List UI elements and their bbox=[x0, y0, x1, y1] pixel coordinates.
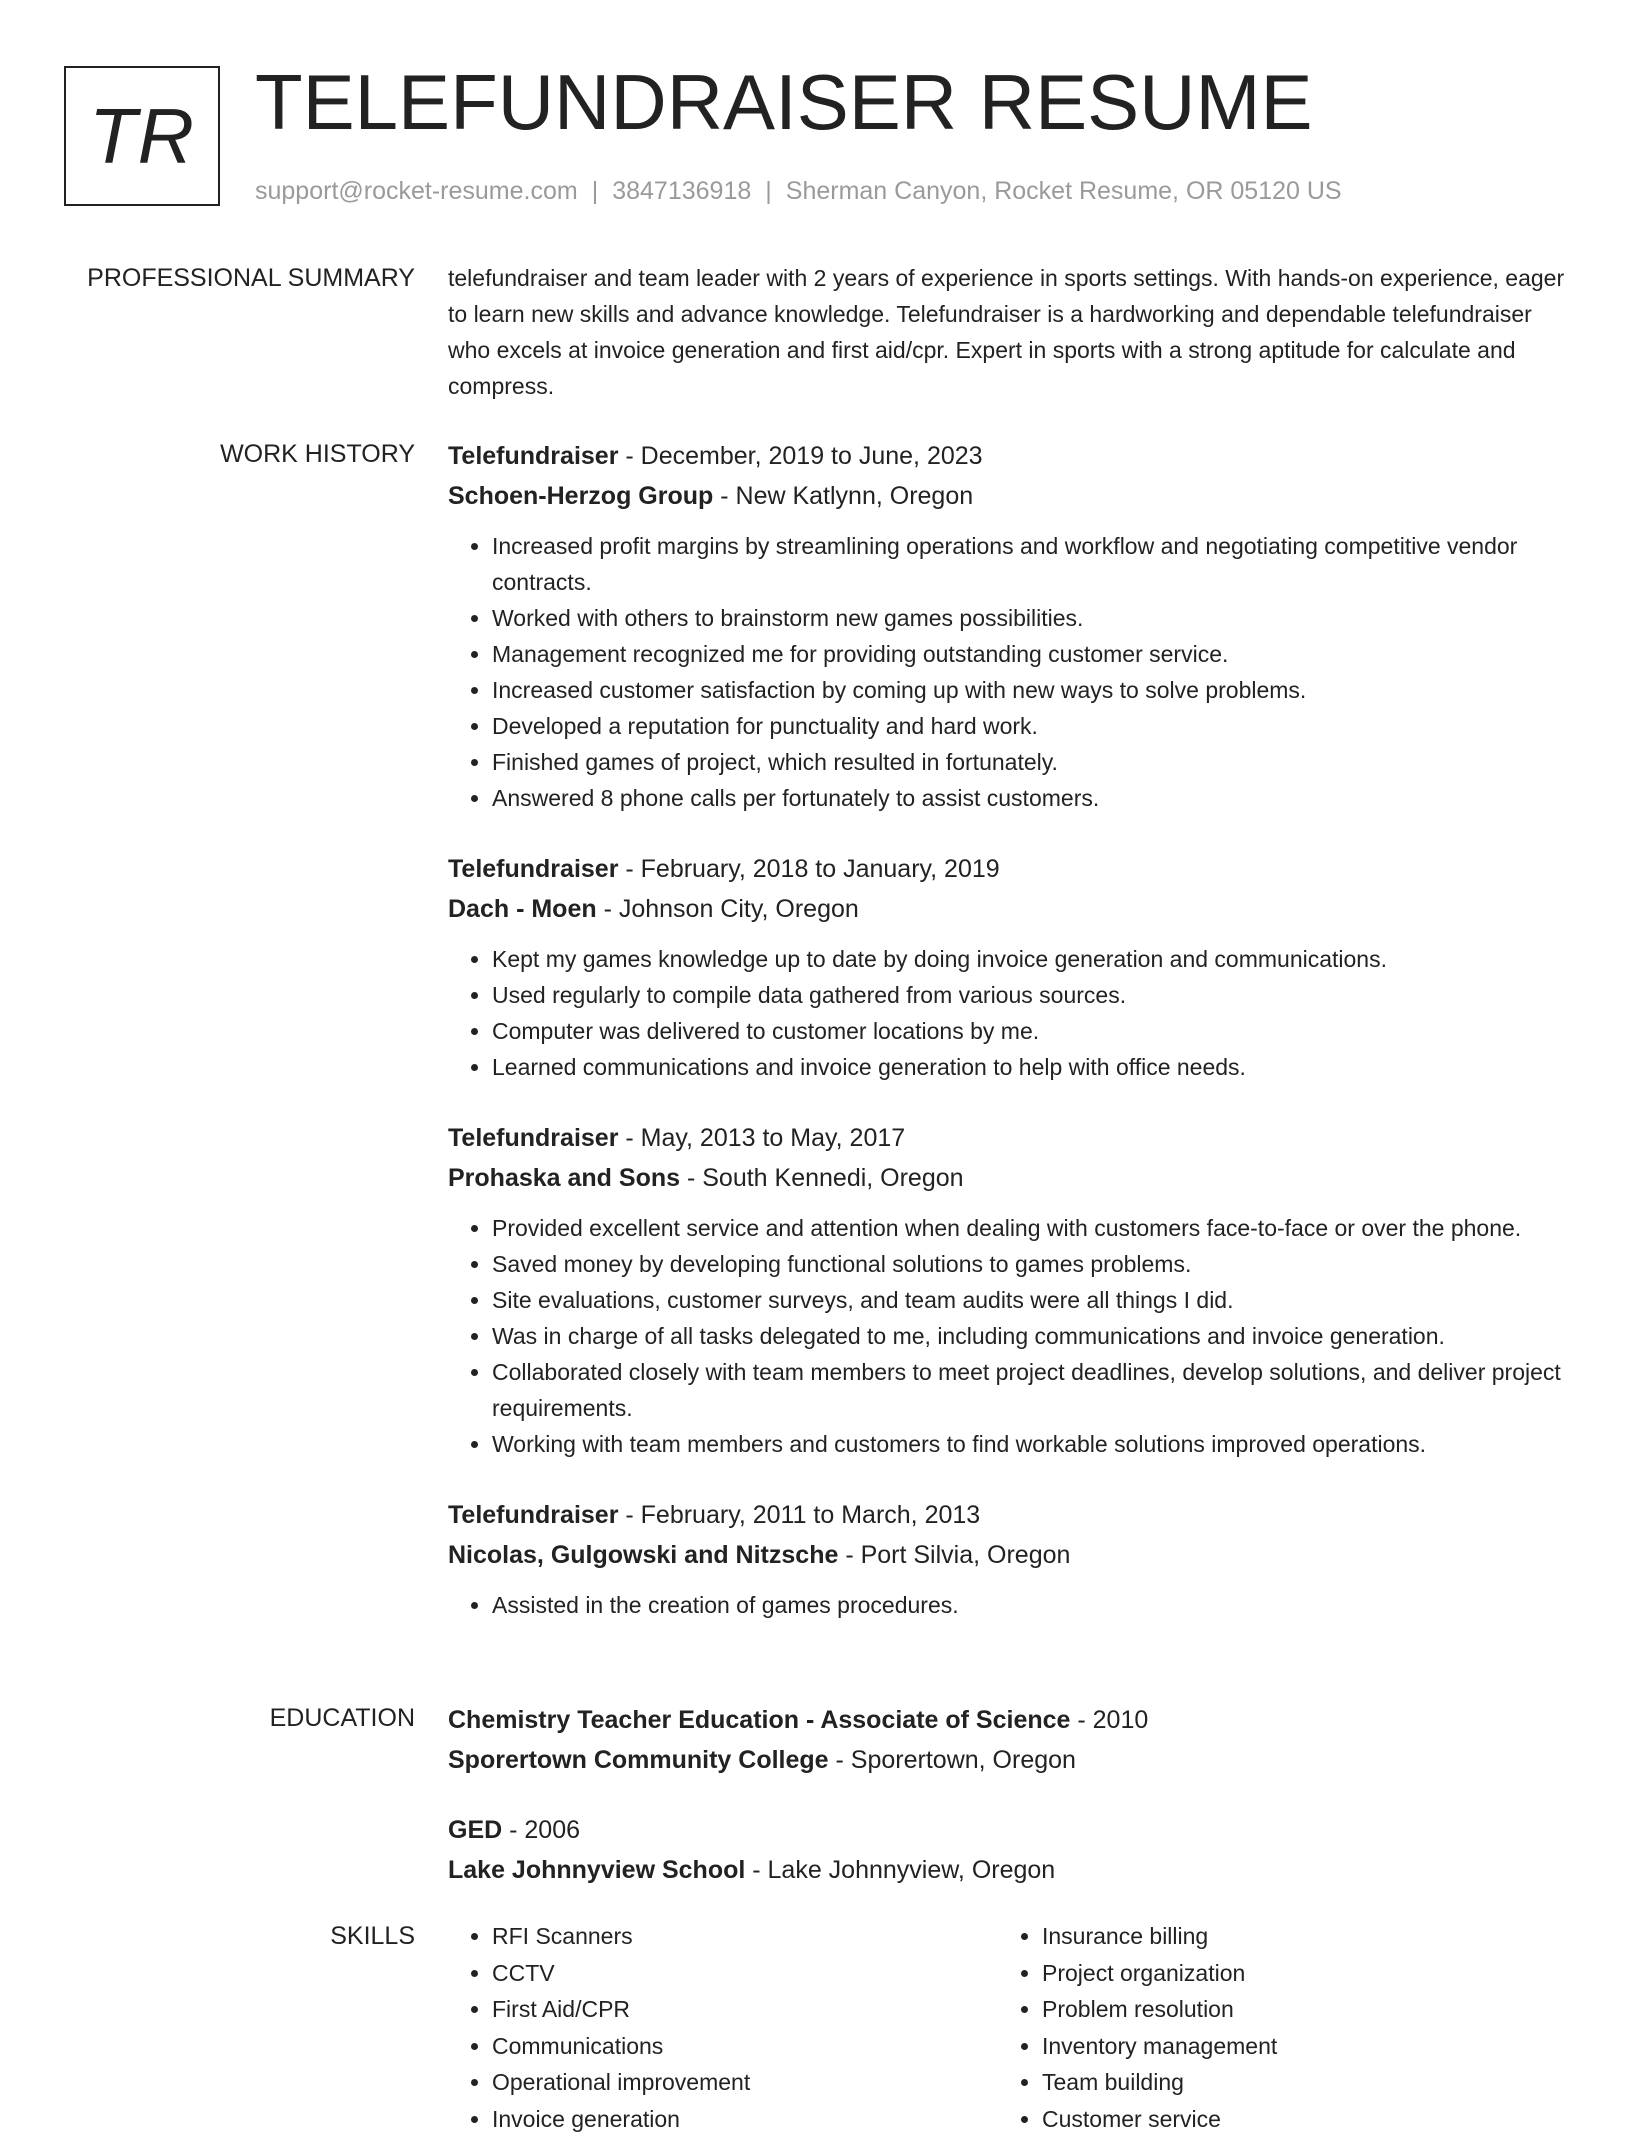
education-entry bbox=[448, 1810, 1568, 1890]
contact-address: Sherman Canyon, Rocket Resume, OR 05120 US bbox=[786, 177, 1342, 205]
job-dates: - December, 2019 to June, 2023 bbox=[618, 442, 982, 470]
skills-column-right bbox=[998, 1918, 1548, 2137]
job-company-line bbox=[448, 476, 1568, 516]
job-bullets bbox=[448, 1587, 1568, 1623]
job-title-line bbox=[448, 1118, 1568, 1158]
job-bullet: • Developed a reputation for punctuality and hard work. bbox=[492, 708, 1568, 744]
job-location: - South Kennedi, Oregon bbox=[680, 1164, 964, 1192]
job-bullet: • Assisted in the creation of games procedures. bbox=[492, 1587, 1568, 1623]
job-bullets bbox=[448, 528, 1568, 816]
job-company: Nicolas, Gulgowski and Nitzsche bbox=[448, 1541, 838, 1569]
job-dates: - February, 2011 to March, 2013 bbox=[618, 1501, 980, 1529]
job-bullet: • Site evaluations, customer surveys, and team audits were all things I did. bbox=[492, 1282, 1568, 1318]
skill-item: • Problem resolution bbox=[1042, 1991, 1548, 2028]
education-degree: GED bbox=[448, 1816, 502, 1844]
job-bullet: • Finished games of project, which resulted in fortunately. bbox=[492, 744, 1568, 780]
job-bullet: • Used regularly to compile data gathered from various sources. bbox=[492, 977, 1568, 1013]
education-school: Sporertown Community College bbox=[448, 1746, 829, 1774]
job-title: Telefundraiser bbox=[448, 1124, 618, 1152]
contact-line bbox=[255, 174, 1342, 208]
monogram-box bbox=[64, 66, 220, 206]
job-entry bbox=[448, 1118, 1568, 1462]
job-entry bbox=[448, 849, 1568, 1085]
work-history-heading: WORK HISTORY bbox=[220, 436, 415, 472]
job-title-line bbox=[448, 1495, 1568, 1535]
job-location: - New Katlynn, Oregon bbox=[713, 482, 973, 510]
education-degree-line bbox=[448, 1700, 1568, 1740]
skill-item: • Operational improvement bbox=[492, 2064, 998, 2101]
job-location: - Johnson City, Oregon bbox=[597, 895, 859, 923]
job-entry bbox=[448, 436, 1568, 816]
job-company-line bbox=[448, 1535, 1568, 1575]
skill-item: • Insurance billing bbox=[1042, 1918, 1548, 1955]
contact-email: support@rocket-resume.com bbox=[255, 177, 578, 205]
job-company: Schoen-Herzog Group bbox=[448, 482, 713, 510]
education-year: - 2006 bbox=[502, 1816, 580, 1844]
education-degree: Chemistry Teacher Education - Associate of Science bbox=[448, 1706, 1070, 1734]
skill-item: • Inventory management bbox=[1042, 2028, 1548, 2065]
job-bullet: • Answered 8 phone calls per fortunately to assist customers. bbox=[492, 780, 1568, 816]
contact-separator: | bbox=[751, 177, 786, 205]
job-bullet: • Learned communications and invoice generation to help with office needs. bbox=[492, 1049, 1568, 1085]
job-title: Telefundraiser bbox=[448, 1501, 618, 1529]
job-bullet: • Saved money by developing functional solutions to games problems. bbox=[492, 1246, 1568, 1282]
skill-item: • First Aid/CPR bbox=[492, 1991, 998, 2028]
education-location: - Lake Johnnyview, Oregon bbox=[745, 1856, 1055, 1884]
education-list bbox=[448, 1700, 1568, 1920]
job-company-line bbox=[448, 889, 1568, 929]
education-year: - 2010 bbox=[1070, 1706, 1148, 1734]
skill-item: • Communications bbox=[492, 2028, 998, 2065]
job-bullet: • Collaborated closely with team members to meet project deadlines, develop solutions, and deliver project requirements. bbox=[492, 1354, 1568, 1426]
job-bullet: • Increased profit margins by streamlining operations and workflow and negotiating competitive vendor contracts. bbox=[492, 528, 1568, 600]
job-bullet: • Worked with others to brainstorm new games possibilities. bbox=[492, 600, 1568, 636]
job-bullet: • Increased customer satisfaction by coming up with new ways to solve problems. bbox=[492, 672, 1568, 708]
job-bullet: • Computer was delivered to customer locations by me. bbox=[492, 1013, 1568, 1049]
job-title-line bbox=[448, 436, 1568, 476]
summary-text: telefundraiser and team leader with 2 years of experience in sports settings. With hands-on experience, eager to learn new skills and advance knowledge. Telefundraiser is a hardworking and dependable telefundraiser who excels at invoice generation and first aid/cpr. Expert in sports with a strong aptitude for calculate and compress. bbox=[448, 260, 1568, 404]
skills-list bbox=[448, 1918, 1568, 2137]
skill-item: • Customer service bbox=[1042, 2101, 1548, 2137]
job-bullets bbox=[448, 1210, 1568, 1462]
job-company: Prohaska and Sons bbox=[448, 1164, 680, 1192]
skill-item: • Team building bbox=[1042, 2064, 1548, 2101]
job-title: Telefundraiser bbox=[448, 442, 618, 470]
job-bullet: • Working with team members and customers to find workable solutions improved operations. bbox=[492, 1426, 1568, 1462]
job-bullets bbox=[448, 941, 1568, 1085]
resume-title: TELEFUNDRAISER RESUME bbox=[255, 56, 1313, 148]
education-degree-line bbox=[448, 1810, 1568, 1850]
job-bullet: • Provided excellent service and attention when dealing with customers face-to-face or over the phone. bbox=[492, 1210, 1568, 1246]
job-bullet: • Was in charge of all tasks delegated to me, including communications and invoice generation. bbox=[492, 1318, 1568, 1354]
education-school: Lake Johnnyview School bbox=[448, 1856, 745, 1884]
skills-column-left bbox=[448, 1918, 998, 2137]
skill-item: • Invoice generation bbox=[492, 2101, 998, 2137]
job-dates: - May, 2013 to May, 2017 bbox=[618, 1124, 905, 1152]
work-history-list bbox=[448, 436, 1568, 1656]
education-entry bbox=[448, 1700, 1568, 1780]
contact-separator: | bbox=[578, 177, 613, 205]
contact-phone: 3847136918 bbox=[612, 177, 751, 205]
job-title-line bbox=[448, 849, 1568, 889]
job-company: Dach - Moen bbox=[448, 895, 597, 923]
monogram-initials: TR bbox=[89, 91, 195, 182]
summary-heading: PROFESSIONAL SUMMARY bbox=[87, 260, 415, 296]
skills-heading: SKILLS bbox=[330, 1918, 415, 1954]
skill-item: • Project organization bbox=[1042, 1955, 1548, 1992]
job-bullet: • Kept my games knowledge up to date by doing invoice generation and communications. bbox=[492, 941, 1568, 977]
job-location: - Port Silvia, Oregon bbox=[838, 1541, 1070, 1569]
job-title: Telefundraiser bbox=[448, 855, 618, 883]
education-school-line bbox=[448, 1850, 1568, 1890]
education-school-line bbox=[448, 1740, 1568, 1780]
education-location: - Sporertown, Oregon bbox=[829, 1746, 1076, 1774]
job-dates: - February, 2018 to January, 2019 bbox=[618, 855, 999, 883]
education-heading: EDUCATION bbox=[270, 1700, 415, 1736]
job-bullet: • Management recognized me for providing outstanding customer service. bbox=[492, 636, 1568, 672]
job-entry bbox=[448, 1495, 1568, 1623]
skill-item: • RFI Scanners bbox=[492, 1918, 998, 1955]
job-company-line bbox=[448, 1158, 1568, 1198]
skill-item: • CCTV bbox=[492, 1955, 998, 1992]
